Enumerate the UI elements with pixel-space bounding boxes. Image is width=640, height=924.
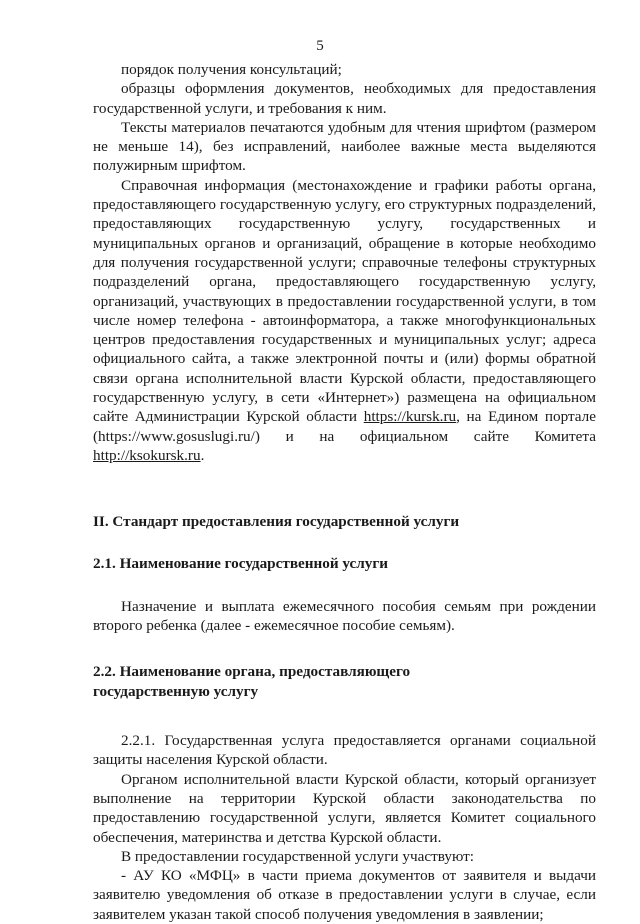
paragraph-reference-info: [93, 176, 596, 465]
heading-section-2: II. Стандарт предоставления государственной услуги: [93, 513, 460, 531]
document-body: [93, 60, 596, 924]
heading-2-1: 2.1. Наименование государственной услуги: [93, 554, 389, 572]
paragraph-executive-body: Органом исполнительной власти Курской области, который организует выполнение на территории Курской области законодательства по предоставлению государственной услуги, является Комитет социального обеспечения, материнства и детства Курской области.: [93, 770, 596, 846]
link-kursk[interactable]: https://kursk.ru: [363, 408, 457, 426]
paragraph-consultations: порядок получения консультаций;: [121, 61, 342, 78]
reference-info-text: Справочная информация (местонахождение и графики работы органа, предоставляющего государственную услугу, его структурных подразделений, предоставляющих государственную услугу, государственных и муниципальных органов и организаций, обращение в которые необходимо для получения государственной услуги; справочные телефоны структурных подразделений органа, предоставляющего государственную услугу, организаций, участвующих в предоставлении государственной услуги, в том числе номер телефона - автоинформатора, а также многофункциональных центров предоставления государственных и муниципальных услуг; адреса официального сайта, а также электронной почты и (или) формы обратной связи органа исполнительной власти Курской области, предоставляющего государственную услугу, в сети «Интернет») размещена на официальном сайте Администрации Курской области: [93, 176, 596, 426]
reference-info-end: .: [200, 446, 205, 464]
paragraph-mfc: - АУ КО «МФЦ» в части приема документов от заявителя и выдачи заявителю уведомления об отказе в предоставлении услуги в случае, если заявителем указан такой способ получения уведомления в заявлении;: [93, 867, 596, 923]
paragraph-font-requirements: Тексты материалов печатаются удобным для чтения шрифтом (размером не меньше 14), без исправлений, наиболее важные места выделяются полужирным шрифтом.: [93, 118, 596, 175]
paragraph-service-name: Назначение и выплата ежемесячного пособия семьям при рождении второго ребенка (далее - ежемесячное пособие семьям).: [93, 597, 596, 635]
paragraph-participants: В предоставлении государственной услуги участвуют:: [121, 847, 474, 865]
link-ksokursk[interactable]: http://ksokursk.ru: [93, 446, 201, 464]
heading-2-2-line1: 2.2. Наименование органа, предоставляющего: [93, 663, 411, 681]
reference-info-mid: , на Едином портале (https://www.gosuslugi.ru/) и на официальном сайте Комитета: [93, 408, 597, 445]
heading-2-2-line2: государственную услугу: [93, 682, 259, 700]
paragraph-document-samples: образцы оформления документов, необходимых для предоставления государственной услуги, и требования к ним.: [93, 80, 596, 117]
paragraph-2-2-1: 2.2.1. Государственная услуга предоставляется органами социальной защиты населения Курской области.: [93, 732, 596, 769]
page-number: 5: [316, 38, 324, 54]
